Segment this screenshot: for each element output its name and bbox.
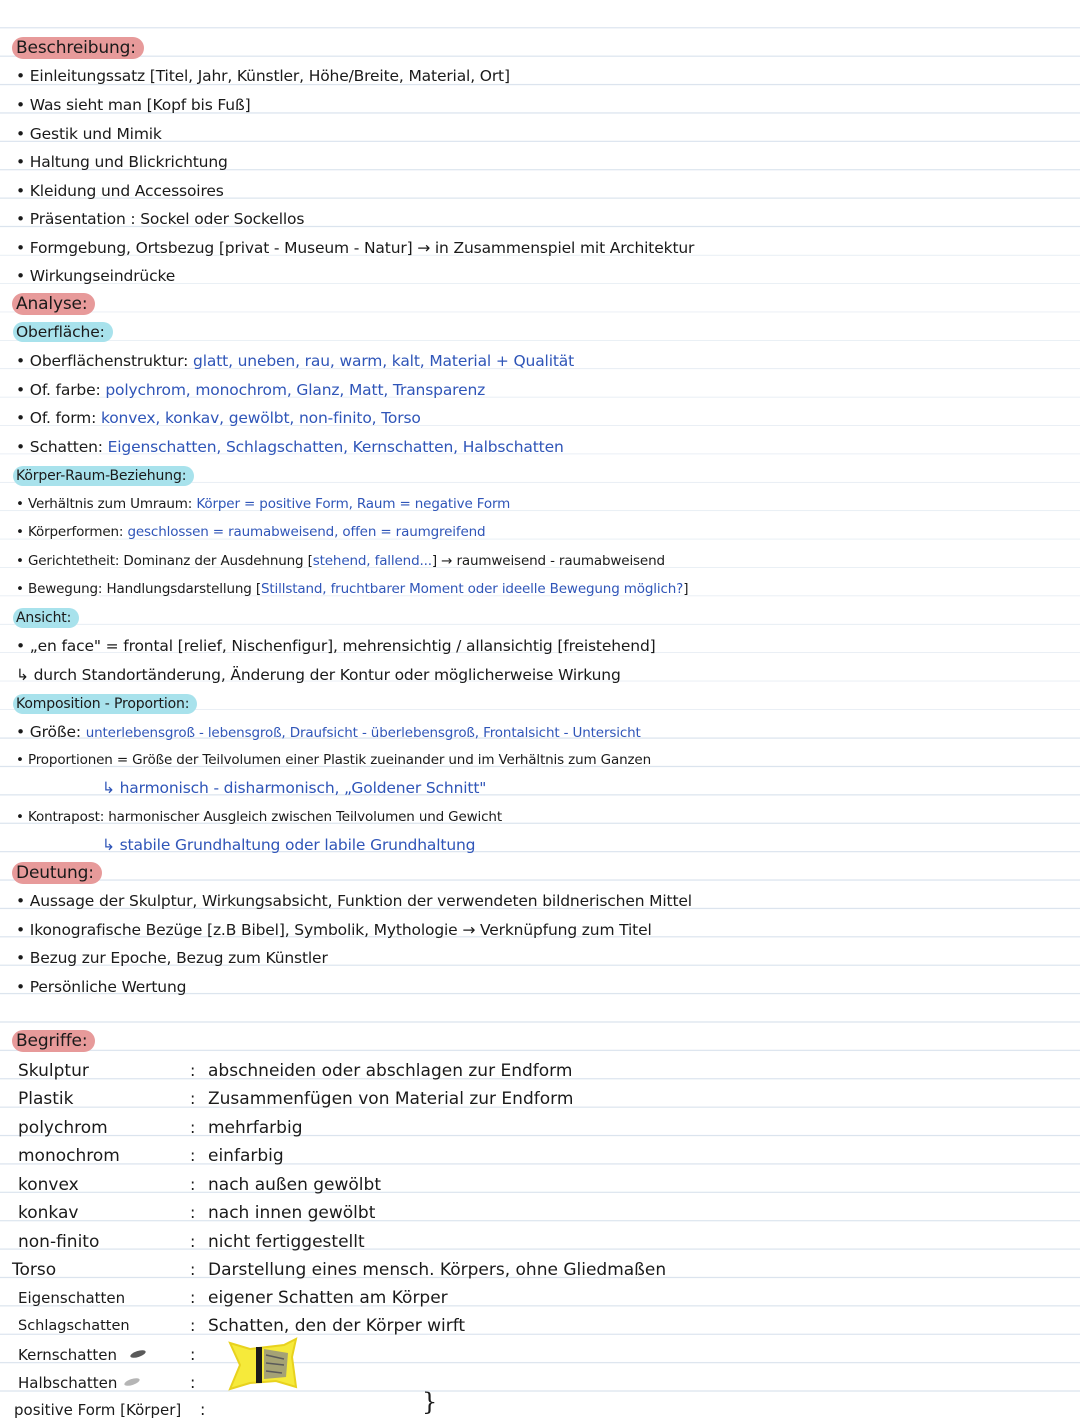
glossary-term: konvex <box>18 1175 79 1195</box>
glossary-colon: : <box>190 1373 196 1392</box>
glossary-colon: : <box>190 1288 196 1307</box>
list-item: • Bezug zur Epoche, Bezug zum Künstler <box>16 949 328 967</box>
glossary-term: polychrom <box>18 1118 108 1138</box>
list-item: • Was sieht man [Kopf bis Fuß] <box>16 96 251 114</box>
item-value: stehend, fallend... <box>312 553 432 569</box>
item-label: • Of. farbe: <box>16 381 101 399</box>
heading-highlight: Beschreibung: <box>12 37 144 59</box>
heading-highlight: Deutung: <box>12 862 102 884</box>
item-value: unterlebensgroß - lebensgroß, Draufsicht - überlebensgroß, Frontalsicht - Untersicht <box>85 725 641 741</box>
list-item: • Persönliche Wertung <box>16 978 187 996</box>
glossary-definition: Zusammenfügen von Material zur Endform <box>208 1089 574 1109</box>
glossary-term: Eigenschatten <box>18 1289 126 1307</box>
glossary-definition: nach innen gewölbt <box>208 1203 376 1223</box>
item-label: • Körperformen: <box>16 524 124 540</box>
light-shadow-smudge <box>123 1377 140 1388</box>
heading-highlight: Begriffe: <box>12 1030 95 1052</box>
item-value: polychrom, monochrom, Glanz, Matt, Transparenz <box>105 381 486 399</box>
glossary-colon: : <box>190 1146 196 1165</box>
item-value: Körper = positive Form, Raum = negative Form <box>196 496 511 512</box>
subheading-ansicht <box>16 603 79 631</box>
list-subitem: ↳ stabile Grundhaltung oder labile Grundhaltung <box>102 836 476 854</box>
dark-shadow-smudge <box>129 1349 146 1360</box>
section-heading-beschreibung <box>16 34 144 62</box>
glossary-definition: nach außen gewölbt <box>208 1175 381 1195</box>
glossary-term: Schlagschatten <box>18 1318 130 1334</box>
item-tail: ] <box>683 581 689 597</box>
subheading-highlight: Ansicht: <box>13 608 79 628</box>
subheading-highlight: Komposition - Proportion: <box>13 694 197 714</box>
glossary-definition: Darstellung eines mensch. Körpers, ohne Gliedmaßen <box>208 1260 667 1280</box>
glossary-colon: : <box>190 1260 196 1279</box>
list-item <box>16 518 485 546</box>
item-label: • Oberflächenstruktur: <box>16 352 189 370</box>
list-item: • Formgebung, Ortsbezug [privat - Museum - Natur] → in Zusammenspiel mit Architektur <box>16 239 695 257</box>
item-value: geschlossen = raumabweisend, offen = raumgreifend <box>127 524 486 540</box>
shadow-illustration <box>226 1335 300 1393</box>
list-item <box>16 347 574 375</box>
list-subitem: ↳ harmonisch - disharmonisch, „Goldener Schnitt" <box>102 779 487 797</box>
item-label: • Schatten: <box>16 438 103 456</box>
list-item <box>16 547 665 575</box>
glossary-colon: : <box>190 1118 196 1137</box>
heading-highlight: Analyse: <box>12 293 95 315</box>
item-label: • Größe: <box>16 723 81 741</box>
glossary-term: monochrom <box>18 1146 120 1166</box>
subheading-komposition <box>16 689 197 717</box>
list-item <box>16 376 485 404</box>
list-item: • Präsentation : Sockel oder Sockellos <box>16 210 305 228</box>
glossary-definition: nicht fertiggestellt <box>208 1232 365 1252</box>
glossary-colon: : <box>190 1089 196 1108</box>
list-item: • Kleidung und Accessoires <box>16 182 224 200</box>
glossary-term: non-finito <box>18 1232 100 1252</box>
glossary-term: Kernschatten <box>18 1346 117 1364</box>
glossary-term: konkav <box>18 1203 79 1223</box>
list-item <box>16 404 421 432</box>
glossary-colon: : <box>190 1345 196 1364</box>
item-label: • Bewegung: Handlungsdarstellung [ <box>16 581 261 597</box>
section-heading-begriffe <box>16 1027 95 1055</box>
list-item: ↳ durch Standortänderung, Änderung der Kontur oder möglicherweise Wirkung <box>16 666 621 684</box>
list-item: • Proportionen = Größe der Teilvolumen einer Plastik zueinander und im Verhältnis zum Ganzen <box>16 752 651 768</box>
list-item <box>16 490 510 518</box>
glossary-colon: : <box>190 1232 196 1251</box>
glossary-definition: Schatten, den der Körper wirft <box>208 1316 466 1336</box>
curly-brace: } <box>422 1388 438 1416</box>
glossary-colon: : <box>190 1175 196 1194</box>
glossary-colon: : <box>190 1061 196 1080</box>
list-item: • Aussage der Skulptur, Wirkungsabsicht, Funktion der verwendeten bildnerischen Mittel <box>16 892 692 910</box>
glossary-colon: : <box>200 1400 206 1419</box>
item-label: • Gerichtetheit: Dominanz der Ausdehnung [ <box>16 553 313 569</box>
list-item <box>16 718 641 746</box>
item-tail: ] → raumweisend - raumabweisend <box>431 553 665 569</box>
item-value: Eigenschatten, Schlagschatten, Kernschatten, Halbschatten <box>107 438 564 456</box>
glossary-definition: abschneiden oder abschlagen zur Endform <box>208 1061 573 1081</box>
glossary-definition: mehrfarbig <box>208 1118 303 1138</box>
subheading-highlight: Körper-Raum-Beziehung: <box>13 466 194 486</box>
subheading-oberflaeche <box>16 318 113 346</box>
glossary-term: positive Form [Körper] <box>14 1401 182 1419</box>
list-item: • Einleitungssatz [Titel, Jahr, Künstler, Höhe/Breite, Material, Ort] <box>16 67 510 85</box>
glossary-definition: einfarbig <box>208 1146 284 1166</box>
list-item: • Kontrapost: harmonischer Ausgleich zwischen Teilvolumen und Gewicht <box>16 809 502 825</box>
glossary-colon: : <box>190 1203 196 1222</box>
list-item: • Gestik und Mimik <box>16 125 162 143</box>
subheading-koerper-raum <box>16 461 194 489</box>
item-value: Stillstand, fruchtbarer Moment oder ideelle Bewegung möglich? <box>260 581 684 597</box>
glossary-term: Skulptur <box>18 1061 89 1081</box>
list-item: • Wirkungseindrücke <box>16 267 176 285</box>
list-item <box>16 433 564 461</box>
section-heading-deutung <box>16 859 102 887</box>
glossary-colon: : <box>190 1316 196 1335</box>
section-heading-analyse <box>16 290 95 318</box>
subheading-highlight: Oberfläche: <box>13 322 113 342</box>
list-item <box>16 575 688 603</box>
glossary-term: Plastik <box>18 1089 74 1109</box>
core-shadow <box>256 1347 262 1383</box>
list-item: • „en face" = frontal [relief, Nischenfigur], mehrensichtig / allansichtig [freistehend] <box>16 637 656 655</box>
glossary-definition: eigener Schatten am Körper <box>208 1288 448 1308</box>
item-label: • Of. form: <box>16 409 97 427</box>
item-value: konvex, konkav, gewölbt, non-finito, Torso <box>100 409 421 427</box>
list-item: • Ikonografische Bezüge [z.B Bibel], Symbolik, Mythologie → Verknüpfung zum Titel <box>16 921 652 939</box>
list-item: • Haltung und Blickrichtung <box>16 153 228 171</box>
item-label: • Verhältnis zum Umraum: <box>16 496 193 512</box>
glossary-term: Torso <box>12 1260 57 1280</box>
item-value: glatt, uneben, rau, warm, kalt, Material + Qualität <box>193 352 575 370</box>
glossary-term: Halbschatten <box>18 1374 118 1392</box>
